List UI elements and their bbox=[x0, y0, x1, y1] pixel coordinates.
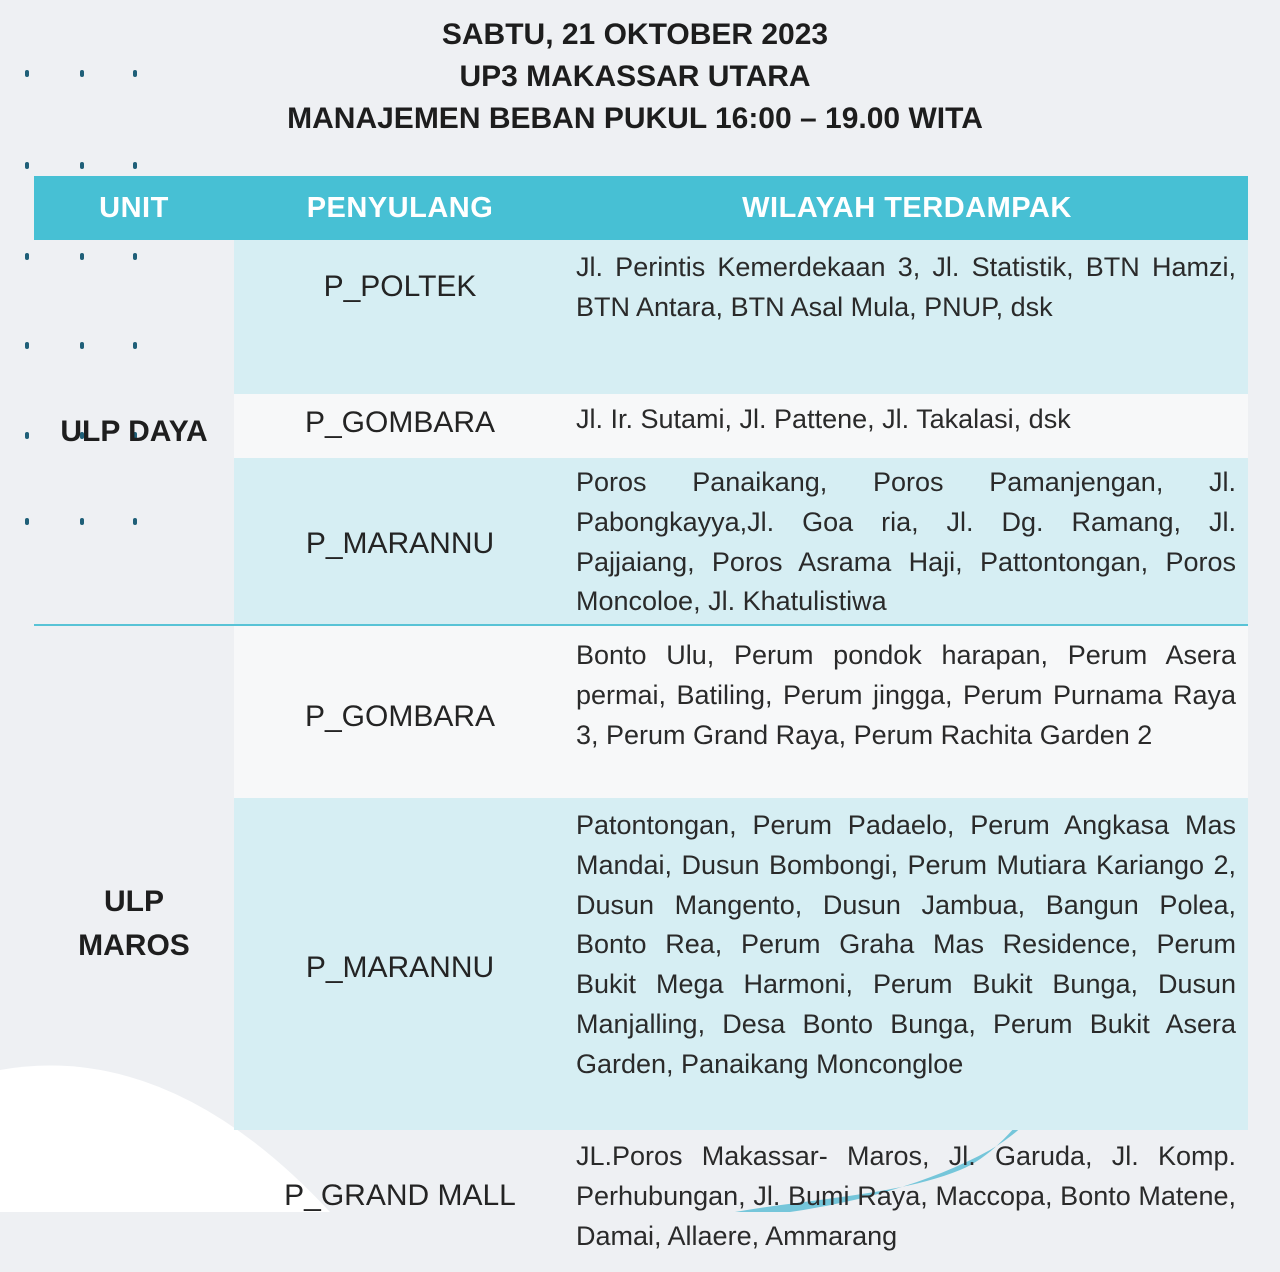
column-header-unit: UNIT bbox=[99, 191, 169, 224]
table-row bbox=[234, 394, 1248, 458]
unit-name-line: ULP DAYA bbox=[60, 415, 208, 448]
wilayah-cell: JL.Poros Makassar- Maros, Jl. Garuda, Jl. Komp. Perhubungan, Jl. Bumi Raya, Maccopa, Bonto Matene, Damai, Allaere, Ammarang bbox=[576, 1141, 1236, 1251]
unit-group-ulp-daya bbox=[34, 240, 1248, 624]
penyulang-cell: P_GOMBARA bbox=[304, 700, 496, 733]
header-unit: UP3 MAKASSAR UTARA bbox=[459, 60, 811, 93]
penyulang-cell: P_POLTEK bbox=[323, 270, 477, 303]
column-header-penyulang: PENYULANG bbox=[306, 191, 494, 224]
unit-name-line: MAROS bbox=[78, 929, 190, 962]
unit-group-ulp-maros bbox=[34, 626, 1248, 1272]
table-row bbox=[234, 458, 1248, 624]
penyulang-cell: P_MARANNU bbox=[305, 951, 495, 984]
schedule-table bbox=[34, 176, 1248, 1272]
column-header-wilayah: WILAYAH TERDAMPAK bbox=[742, 191, 1072, 224]
wilayah-cell: Bonto Ulu, Perum pondok harapan, Perum Asera permai, Batiling, Perum jingga, Perum Purnama Raya 3, Perum Grand Raya, Perum Rachita Garden 2 bbox=[576, 640, 1236, 750]
wilayah-cell: Patontongan, Perum Padaelo, Perum Angkasa Mas Mandai, Dusun Bombongi, Perum Mutiara Kariango 2, Dusun Mangento, Dusun Jambua, Bangun Polea, Bonto Rea, Perum Graha Mas Residence, Perum Bukit Mega Harmoni, Perum Bukit Bunga, Dusun Manjalling, Desa Bonto Bunga, Perum Bukit Asera Garden, Panaikang Moncongloe bbox=[576, 810, 1236, 1079]
unit-name-line: ULP bbox=[103, 885, 164, 918]
penyulang-cell: P_GOMBARA bbox=[304, 406, 496, 439]
table-row bbox=[234, 1130, 1248, 1272]
penyulang-cell: P_MARANNU bbox=[305, 526, 495, 560]
page-header bbox=[0, 14, 1270, 140]
wilayah-cell: Poros Panaikang, Poros Pamanjengan, Jl. Pabongkayya,Jl. Goa ria, Jl. Dg. Ramang, Jl. Pajjaiang, Poros Asrama Haji, Pattontongan, Poros Moncoloe, Jl. Khatulistiwa bbox=[576, 467, 1236, 617]
header-date: SABTU, 21 OKTOBER 2023 bbox=[441, 18, 829, 51]
penyulang-cell: P_GRAND MALL bbox=[284, 1179, 516, 1212]
table-row bbox=[234, 626, 1248, 798]
table-row bbox=[234, 240, 1248, 394]
wilayah-cell: Jl. Ir. Sutami, Jl. Pattene, Jl. Takalasi, dsk bbox=[576, 404, 1071, 434]
wilayah-cell: Jl. Perintis Kemerdekaan 3, Jl. Statistik, BTN Hamzi, BTN Antara, BTN Asal Mula, PNUP, dsk bbox=[576, 252, 1236, 322]
table-header bbox=[34, 176, 1248, 240]
unit-cell bbox=[34, 240, 234, 624]
table-row bbox=[234, 798, 1248, 1130]
unit-cell bbox=[34, 626, 234, 1272]
header-schedule: MANAJEMEN BEBAN PUKUL 16:00 – 19.00 WITA bbox=[287, 102, 983, 135]
